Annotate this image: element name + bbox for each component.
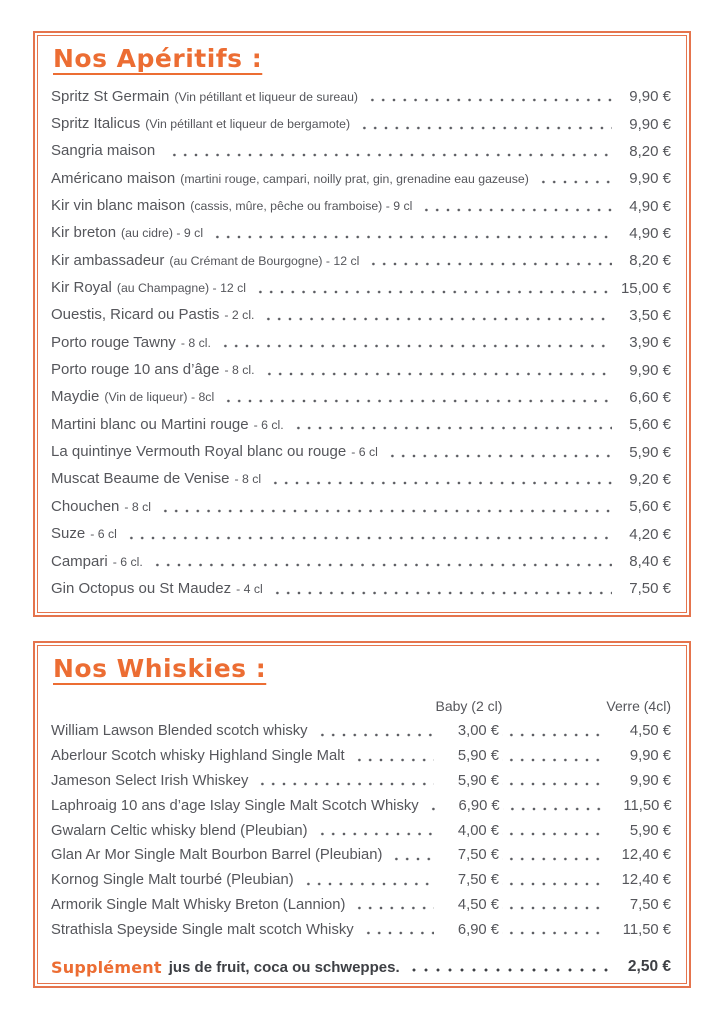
item-name-detail: - 8 cl <box>234 472 262 487</box>
aperitif-item-row <box>51 548 671 575</box>
dot-leader <box>254 769 434 794</box>
item-name <box>51 525 117 543</box>
item-name-main: Kir vin blanc maison <box>51 197 186 215</box>
dot-leader <box>502 917 606 942</box>
dot-leader <box>364 83 612 110</box>
dot-leader <box>502 843 606 868</box>
item-price: 9,90 € <box>629 88 671 106</box>
item-name-detail: (martini rouge, campari, noilly prat, gin, grenadine eau gazeuse) <box>180 171 529 186</box>
item-name <box>51 388 214 406</box>
aperitif-item-row <box>51 220 671 247</box>
item-name: Kornog Single Malt tourbé (Pleubian) <box>51 872 294 889</box>
whisky-item-row <box>51 744 671 769</box>
item-name-main: Américano maison <box>51 169 176 187</box>
verre-price: 12,40 € <box>621 872 671 889</box>
item-price: 9,90 € <box>629 170 671 188</box>
item-name-main: Spritz Italicus <box>51 115 141 133</box>
whisky-item-row <box>51 893 671 918</box>
item-name <box>51 416 284 434</box>
dot-leader <box>404 954 611 980</box>
dot-leader <box>502 818 606 843</box>
dot-leader <box>502 719 606 744</box>
whisky-item-row <box>51 868 671 893</box>
verre-price: 7,50 € <box>629 896 671 913</box>
supplement-text: jus de fruit, coca ou schweppes. <box>168 958 400 976</box>
dot-leader <box>149 548 612 575</box>
item-price: 8,20 € <box>629 142 671 160</box>
whisky-item-row <box>51 917 671 942</box>
item-name <box>51 142 160 160</box>
aperitif-item-row <box>51 356 671 383</box>
dot-leader <box>209 220 612 247</box>
aperitif-item-row <box>51 384 671 411</box>
item-name <box>51 279 246 297</box>
whisky-item-row <box>51 818 671 843</box>
item-name: Armorik Single Malt Whisky Breton (Lannion) <box>51 896 346 913</box>
verre-column-header: Verre (4cl) <box>606 698 671 714</box>
item-name-detail: - 6 cl. <box>112 554 143 569</box>
supplement-price: 2,50 € <box>627 958 671 976</box>
baby-price: 3,00 € <box>457 723 499 740</box>
item-name-main: Suze <box>51 525 86 543</box>
baby-price: 4,00 € <box>457 822 499 839</box>
baby-price: 6,90 € <box>457 921 499 938</box>
aperitif-item-row <box>51 110 671 137</box>
item-name-main: Kir Royal <box>51 279 112 297</box>
item-name: Aberlour Scotch whisky Highland Single Malt <box>51 748 345 765</box>
dot-leader <box>290 411 612 438</box>
item-name-detail: - 8 cl. <box>224 363 255 378</box>
whisky-item-row <box>51 719 671 744</box>
item-name: Gwalarn Celtic whisky blend (Pleubian) <box>51 822 308 839</box>
dot-leader <box>300 868 434 893</box>
aperitif-item-row <box>51 83 671 110</box>
aperitif-item-row <box>51 165 671 192</box>
whiskies-title: Nos Whiskies : <box>53 654 267 683</box>
item-price: 9,90 € <box>629 115 671 133</box>
item-name <box>51 361 255 379</box>
item-name-main: Kir breton <box>51 224 117 242</box>
dot-leader <box>502 868 606 893</box>
aperitifs-list <box>51 83 671 603</box>
dot-leader <box>384 438 612 465</box>
whisky-item-row <box>51 769 671 794</box>
dot-leader <box>365 247 612 274</box>
item-price: 5,60 € <box>629 416 671 434</box>
item-name-detail: (au cidre) - 9 cl <box>121 226 204 241</box>
item-price: 3,50 € <box>629 306 671 324</box>
item-price: 6,60 € <box>629 388 671 406</box>
item-name-main: Campari <box>51 552 108 570</box>
item-name <box>51 498 151 516</box>
item-name-main: Martini blanc ou Martini rouge <box>51 415 249 433</box>
aperitifs-section <box>33 31 691 617</box>
item-name <box>51 170 529 188</box>
item-name-main: La quintinye Vermouth Royal blanc ou rouge <box>51 443 347 461</box>
dot-leader <box>314 719 434 744</box>
whiskies-column-headers <box>51 695 671 717</box>
aperitif-item-row <box>51 138 671 165</box>
dot-leader <box>166 138 612 165</box>
dot-leader <box>502 769 606 794</box>
item-name <box>51 306 254 324</box>
dot-leader <box>418 192 612 219</box>
aperitif-item-row <box>51 575 671 602</box>
item-name <box>51 553 143 571</box>
item-name-detail: - 6 cl <box>351 445 378 460</box>
item-name-detail: (Vin de liqueur) - 8cl <box>104 390 215 405</box>
item-name: Strathisla Speyside Single malt scotch Whisky <box>51 921 354 938</box>
item-name: Glan Ar Mor Single Malt Bourbon Barrel (Pleubian) <box>51 847 383 864</box>
dot-leader <box>503 793 607 818</box>
item-name <box>51 334 211 352</box>
verre-price: 9,90 € <box>629 772 671 789</box>
dot-leader <box>425 793 435 818</box>
aperitif-item-row <box>51 438 671 465</box>
whiskies-list <box>51 719 671 942</box>
item-name-main: Chouchen <box>51 497 120 515</box>
item-name-main: Porto rouge 10 ans d’âge <box>51 361 220 379</box>
item-name <box>51 580 263 598</box>
item-price: 4,90 € <box>629 197 671 215</box>
item-name-main: Gin Octopus ou St Maudez <box>51 579 232 597</box>
aperitif-item-row <box>51 247 671 274</box>
aperitif-item-row <box>51 302 671 329</box>
dot-leader <box>123 521 612 548</box>
dot-leader <box>502 744 606 769</box>
dot-leader <box>157 493 612 520</box>
item-name-detail: - 8 cl. <box>180 335 211 350</box>
aperitif-item-row <box>51 521 671 548</box>
item-name <box>51 115 350 133</box>
verre-price: 11,50 € <box>622 921 671 938</box>
dot-leader <box>356 110 612 137</box>
dot-leader <box>351 744 434 769</box>
verre-price: 11,50 € <box>623 797 672 814</box>
baby-price: 7,50 € <box>457 872 499 889</box>
dot-leader <box>217 329 612 356</box>
item-price: 8,40 € <box>629 553 671 571</box>
supplement-row <box>51 954 671 980</box>
baby-price: 5,90 € <box>457 748 499 765</box>
dot-leader <box>260 302 612 329</box>
aperitifs-inner-frame <box>37 35 687 613</box>
aperitif-item-row <box>51 192 671 219</box>
item-name-detail: (au Champagne) - 12 cl <box>116 281 247 296</box>
item-price: 7,50 € <box>629 580 671 598</box>
item-name-detail: - 6 cl. <box>253 417 284 432</box>
item-price: 15,00 € <box>620 279 671 297</box>
baby-price: 4,50 € <box>457 896 499 913</box>
verre-price: 5,90 € <box>629 822 671 839</box>
aperitifs-title: Nos Apéritifs : <box>53 44 263 73</box>
aperitif-item-row <box>51 329 671 356</box>
item-name-detail: - 4 cl <box>236 581 263 596</box>
item-price: 4,20 € <box>629 525 671 543</box>
baby-price: 6,90 € <box>458 797 500 814</box>
item-name-detail: (au Crémant de Bourgogne) - 12 cl <box>169 253 360 268</box>
whiskies-title-wrap <box>51 654 671 691</box>
item-price: 9,20 € <box>629 470 671 488</box>
dot-leader <box>360 917 434 942</box>
baby-price: 5,90 € <box>457 772 499 789</box>
aperitif-item-row <box>51 466 671 493</box>
item-price: 5,60 € <box>629 498 671 516</box>
item-name <box>51 224 203 242</box>
item-price: 9,90 € <box>629 361 671 379</box>
dot-leader <box>502 893 606 918</box>
item-name <box>51 443 378 461</box>
item-name-detail: - 2 cl. <box>224 308 255 323</box>
item-name: Jameson Select Irish Whiskey <box>51 772 249 789</box>
item-name-main: Kir ambassadeur <box>51 251 165 269</box>
item-name-main: Porto rouge Tawny <box>51 333 176 351</box>
item-name: William Lawson Blended scotch whisky <box>51 723 308 740</box>
item-name-detail: (Vin pétillant et liqueur de bergamote) <box>145 117 351 132</box>
aperitifs-title-wrap <box>51 44 671 81</box>
baby-price: 7,50 € <box>457 847 499 864</box>
item-name <box>51 88 358 106</box>
item-name-main: Muscat Beaume de Venise <box>51 470 230 488</box>
aperitif-item-row <box>51 411 671 438</box>
dot-leader <box>535 165 612 192</box>
dot-leader <box>269 575 612 602</box>
item-name <box>51 470 261 488</box>
dot-leader <box>314 818 434 843</box>
whiskies-inner-frame <box>37 645 687 984</box>
whiskies-section <box>33 641 691 988</box>
dot-leader <box>252 274 612 301</box>
dot-leader <box>351 893 434 918</box>
verre-price: 12,40 € <box>621 847 671 864</box>
item-price: 3,90 € <box>629 334 671 352</box>
item-name-main: Sangria maison <box>51 142 156 160</box>
item-price: 4,90 € <box>629 224 671 242</box>
item-name-main: Maydie <box>51 388 100 406</box>
item-name-detail: (Vin pétillant et liqueur de sureau) <box>174 89 359 104</box>
dot-leader <box>261 356 612 383</box>
whisky-item-row <box>51 843 671 868</box>
item-name: Laphroaig 10 ans d’age Islay Single Malt Scotch Whisky <box>51 797 419 814</box>
aperitif-item-row <box>51 493 671 520</box>
item-name <box>51 252 359 270</box>
dot-leader <box>220 384 612 411</box>
item-price: 5,90 € <box>629 443 671 461</box>
verre-price: 9,90 € <box>629 748 671 765</box>
item-name <box>51 197 412 215</box>
item-name-detail: (cassis, mûre, pêche ou framboise) - 9 cl <box>190 199 413 214</box>
verre-price: 4,50 € <box>629 723 671 740</box>
supplement-label: Supplément <box>51 957 162 977</box>
aperitif-item-row <box>51 274 671 301</box>
item-name-main: Ouestis, Ricard ou Pastis <box>51 306 220 324</box>
item-price: 8,20 € <box>629 252 671 270</box>
baby-column-header: Baby (2 cl) <box>435 698 503 714</box>
dot-leader <box>388 843 434 868</box>
item-name-detail: - 8 cl <box>124 499 152 514</box>
item-name-main: Spritz St Germain <box>51 87 170 105</box>
dot-leader <box>267 466 612 493</box>
item-name-detail: - 6 cl <box>90 527 117 542</box>
whisky-item-row <box>51 793 671 818</box>
